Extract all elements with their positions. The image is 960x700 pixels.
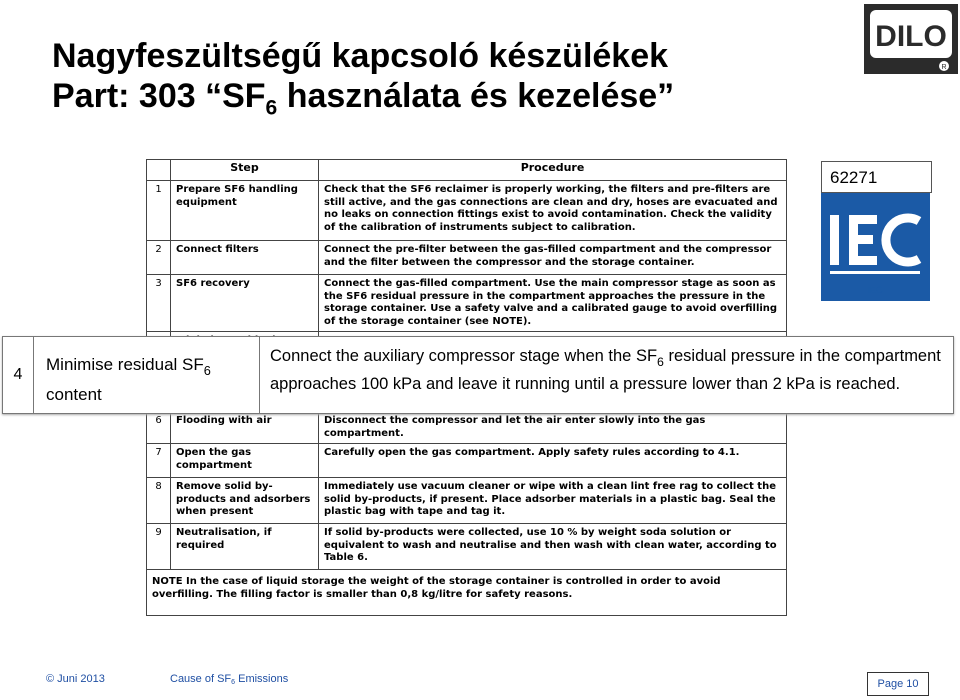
table-row	[147, 412, 787, 444]
footer-topic-text-2: Emissions	[235, 673, 289, 685]
footer-topic-subscript: 6	[231, 679, 236, 686]
slide-title	[52, 36, 674, 128]
row-number: 6	[147, 412, 171, 444]
row-step: SF6 recovery	[171, 275, 319, 332]
iec-logo	[821, 193, 930, 301]
dilo-logo	[864, 4, 958, 74]
table-header-number	[147, 160, 171, 181]
callout-step-text-2: content	[46, 385, 102, 405]
row-step: Neutralisation, if required	[171, 524, 319, 570]
title-line-2-start: Part: 303 “SF	[52, 77, 266, 115]
row-step: Open the gas compartment	[171, 444, 319, 478]
callout-procedure	[260, 337, 953, 413]
callout-step	[34, 337, 260, 413]
page-number: Page 10	[867, 672, 929, 696]
row-procedure: Immediately use vacuum cleaner or wipe with a clean lint free rag to collect the solid by-products, if present. Place adsorber materials in a plastic bag. Seal the plastic bag with tape and tag it.	[319, 478, 787, 524]
standard-number: 62271	[830, 168, 878, 187]
footer-topic-text: Cause of SF	[170, 673, 232, 685]
table-header-step: Step	[171, 160, 319, 181]
table-row	[147, 444, 787, 478]
callout-step-subscript: 6	[203, 363, 211, 379]
step-4-callout	[2, 336, 954, 414]
table-note: NOTE In the case of liquid storage the weight of the storage container is controlled in order to avoid overfilling. The filling factor is smaller than 0,8 kg/litre for safety reasons.	[147, 570, 787, 616]
row-number: 9	[147, 524, 171, 570]
standard-number-box	[821, 161, 932, 193]
row-number: 7	[147, 444, 171, 478]
row-number: 1	[147, 181, 171, 241]
table-row	[147, 478, 787, 524]
footer-date: © Juni 2013	[46, 673, 105, 685]
callout-procedure-text: Connect the auxiliary compressor stage when the SF	[270, 347, 658, 365]
row-number: 8	[147, 478, 171, 524]
callout-procedure-subscript: 6	[657, 354, 664, 369]
row-procedure: Disconnect the compressor and let the air enter slowly into the gas compartment.	[319, 412, 787, 444]
table-note-row	[147, 570, 787, 616]
footer-topic	[170, 673, 288, 686]
dilo-logo-text: DILO	[875, 20, 947, 53]
title-line-2-end: használata és kezelése”	[277, 77, 675, 115]
row-procedure: Connect the pre-filter between the gas-filled compartment and the compressor and the filter between the compressor and the storage container.	[319, 241, 787, 275]
row-step: Prepare SF6 handling equipment	[171, 181, 319, 241]
row-procedure: Carefully open the gas compartment. Apply safety rules according to 4.1.	[319, 444, 787, 478]
row-procedure: Connect the gas-filled compartment. Use the main compressor stage as soon as the SF6 residual pressure in the compartment approaches the pressure in the storage container. Use a safety valve and a calibrated gauge to avoid overfilling of the storage container (see NOTE).	[319, 275, 787, 332]
callout-number: 4	[3, 337, 34, 413]
table-row	[147, 241, 787, 275]
iec-logo-text: IEC	[867, 285, 883, 295]
table-row	[147, 181, 787, 241]
title-line-1: Nagyfeszültségű kapcsoló készülékek	[52, 37, 669, 75]
registered-mark: R	[941, 64, 947, 71]
row-step: Flooding with air	[171, 412, 319, 444]
table-header-procedure: Procedure	[319, 160, 787, 181]
row-step: Connect filters	[171, 241, 319, 275]
row-procedure: Check that the SF6 reclaimer is properly working, the filters and pre-filters are still active, and the gas connections are clean and dry, hoses are evacuated and no leaks on connection fittings exist to avoid contamination. Check the validity of the calibration of instruments subject to calibration.	[319, 181, 787, 241]
callout-procedure-text-2: residual pressure in the compartment approaches 100 kPa and leave it running until a pressure lower than 2 kPa is reached.	[270, 347, 941, 393]
row-number: 3	[147, 275, 171, 332]
row-step: Remove solid by-products and adsorbers when present	[171, 478, 319, 524]
table-row	[147, 275, 787, 332]
title-subscript: 6	[265, 96, 278, 120]
row-procedure: If solid by-products were collected, use 10 % by weight soda solution or equivalent to wash and neutralise and then wash with clean water, according to Table 6.	[319, 524, 787, 570]
row-number: 2	[147, 241, 171, 275]
title-line-2	[52, 76, 674, 128]
callout-step-text: Minimise residual SF	[46, 355, 204, 374]
table-row	[147, 524, 787, 570]
table-header-row	[147, 160, 787, 181]
